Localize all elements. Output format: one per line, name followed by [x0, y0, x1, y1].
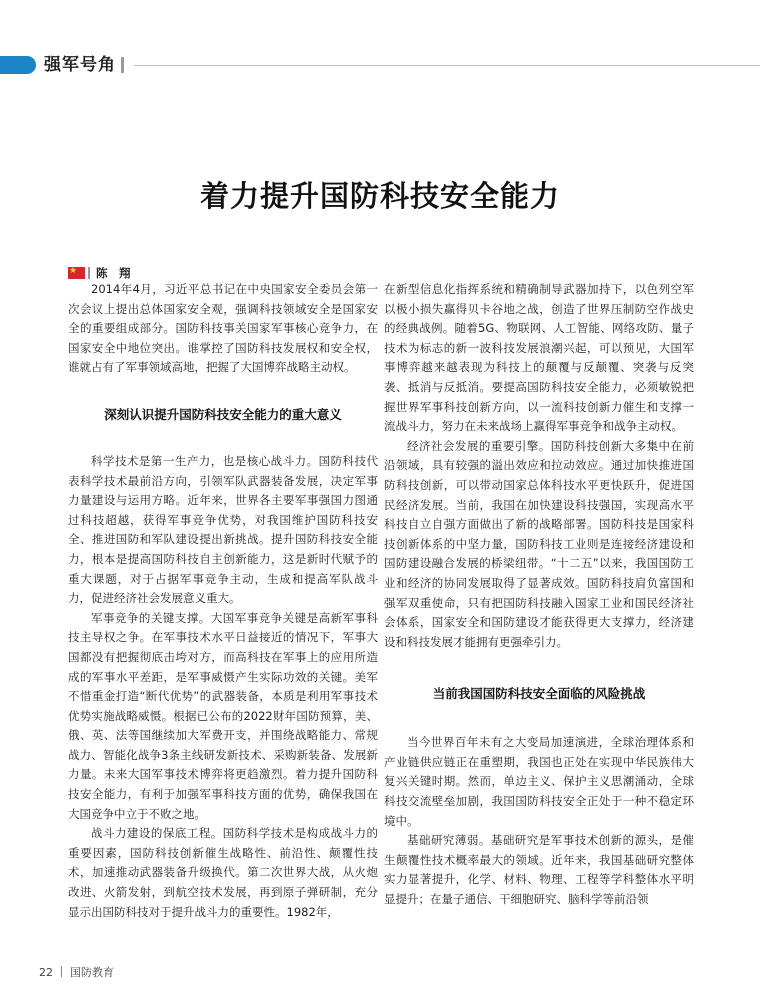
section-separator [121, 57, 124, 73]
paragraph: 在新型信息化指挥系统和精确制导武器加持下，以色列空军以极小损失赢得贝卡谷地之战，创造了世界压制防空作战史的经典战例。随着5G、物联网、人工智能、网络攻防、量子技术为标志的新一波科技发展浪潮兴起，可以预见，大国军事博弈越来越表现为科技上的颠覆与反颠覆、突袭与反突袭、抵消与反抵消。要提高国防科技安全能力，必须敏锐把握世界军事科技创新方向，以一流科技创新力催生和支撑一流战斗力，努力在未来战场上赢得军事竞争和战争主动权。 [384, 282, 694, 434]
left-column [68, 280, 378, 922]
paragraph: 战斗力建设的保底工程。国防科学技术是构成战斗力的重要因素，国防科技创新催生战略性、前沿性、颠覆性技术，加速推动武器装备升级换代。第二次世界大战，从火炮改进、火箭发射，到航空技术发展，再到原子弹研制，充分显示出国防科技对于提升战斗力的重要性。1982年， [68, 826, 378, 919]
page-number: 22 [39, 966, 53, 979]
page-footer [39, 966, 114, 980]
header-rule [134, 65, 760, 66]
author-name: 陈 翔 [96, 266, 131, 280]
paragraph: 军事竞争的关键支撑。大国军事竞争关键是高新军事科技主导权之争。在军事技术水平日益接近的情况下，军事大国都没有把握彻底击垮对方，而高科技在军事上的应用所造成的军事水平差距，是军事威慑产生实际功效的关键。美军不惜重金打造“断代优势”的武器装备，本质是利用军事技术优势实施战略威慑。根据已公布的2022财年国防预算，美、俄、英、法等国继续加大军费开支，并围绕战略能力、常规战力、智能化战争3条主线研发新技术、采购新装备、发展新力量。未来大国军事技术博弈将更趋激烈。着力提升国防科技安全能力，有利于加强军事科技方面的优势，确保我国在大国竞争中立于不败之地。 [68, 610, 378, 821]
section-header [0, 52, 760, 78]
section-tab-marker [0, 56, 36, 74]
footer-separator [61, 966, 62, 977]
author-separator [88, 267, 90, 279]
article-title: 着力提升国防科技安全能力 [199, 179, 560, 213]
paragraph: 科学技术是第一生产力，也是核心战斗力。国防科技代表科学技术最前沿方向，引领军队武器装备发展，决定军事力量建设与运用方略。近年来，世界各主要军事强国力图通过科技超越，获得军事竞争优势，对我国维护国防科技安全、推进国防和军队建设提出新挑战。提升国防科技安全能力，根本是提高国防科技自主创新能力，这是新时代赋予的重大课题，对于占据军事竞争主动，生成和提高军队战斗力，促进经济社会发展意义重大。 [68, 453, 378, 606]
section-heading: 当前我国国防科技安全面临的风险挑战 [432, 686, 646, 702]
china-flag-icon: ★ [68, 267, 85, 279]
right-column [384, 280, 694, 910]
section-title: 强军号角 [44, 55, 116, 75]
paragraph: 当今世界百年未有之大变局加速演进，全球治理体系和产业链供应链正在重塑期，我国也正处在实现中华民族伟大复兴关键时期。然而，单边主义、保护主义思潮涌动，全球科技交流壁垒加剧，我国国防科技安全正处于一种不稳定环境中。 [384, 735, 694, 828]
paragraph: 2014年4月，习近平总书记在中央国家安全委员会第一次会议上提出总体国家安全观，强调科技领域安全是国家安全的重要组成部分。国防科技事关国家军事核心竞争力，在国家安全中地位突出。谁掌控了国防科技发展权和安全权，谁就占有了军事领域高地，把握了大国博弈战略主动权。 [68, 282, 378, 375]
paragraph: 基础研究薄弱。基础研究是军事技术创新的源头，是催生颠覆性技术概率最大的领域。近年来，我国基础研究整体实力显著提升，化学、材料、物理、工程等学科整体水平明显提升；在量子通信、干细胞研究、脑科学等前沿领 [384, 833, 694, 907]
section-heading: 深刻认识提升国防科技安全能力的重大意义 [104, 406, 342, 422]
publication-name: 国防教育 [70, 966, 114, 979]
paragraph: 经济社会发展的重要引擎。国防科技创新大多集中在前沿领域，具有较强的溢出效应和拉动效应。通过加快推进国防科技创新，可以带动国家总体科技水平更快跃升，促进国民经济发展。当前，我国在加快建设科技强国，实现高水平科技自立自强方面做出了新的战略部署。国防科技是国家科技创新体系的中坚力量，国防科技工业则是连接经济建设和国防建设融合发展的桥梁纽带。“十二五”以来，我国国防工业和经济的协同发展取得了显著成效。国防科技肩负富国和强军双重使命，只有把国防科技融入国家工业和国民经济社会体系，国家安全和国防建设才能获得更大支撑力，经济建设和科技发展才能拥有更强牵引力。 [384, 438, 694, 649]
